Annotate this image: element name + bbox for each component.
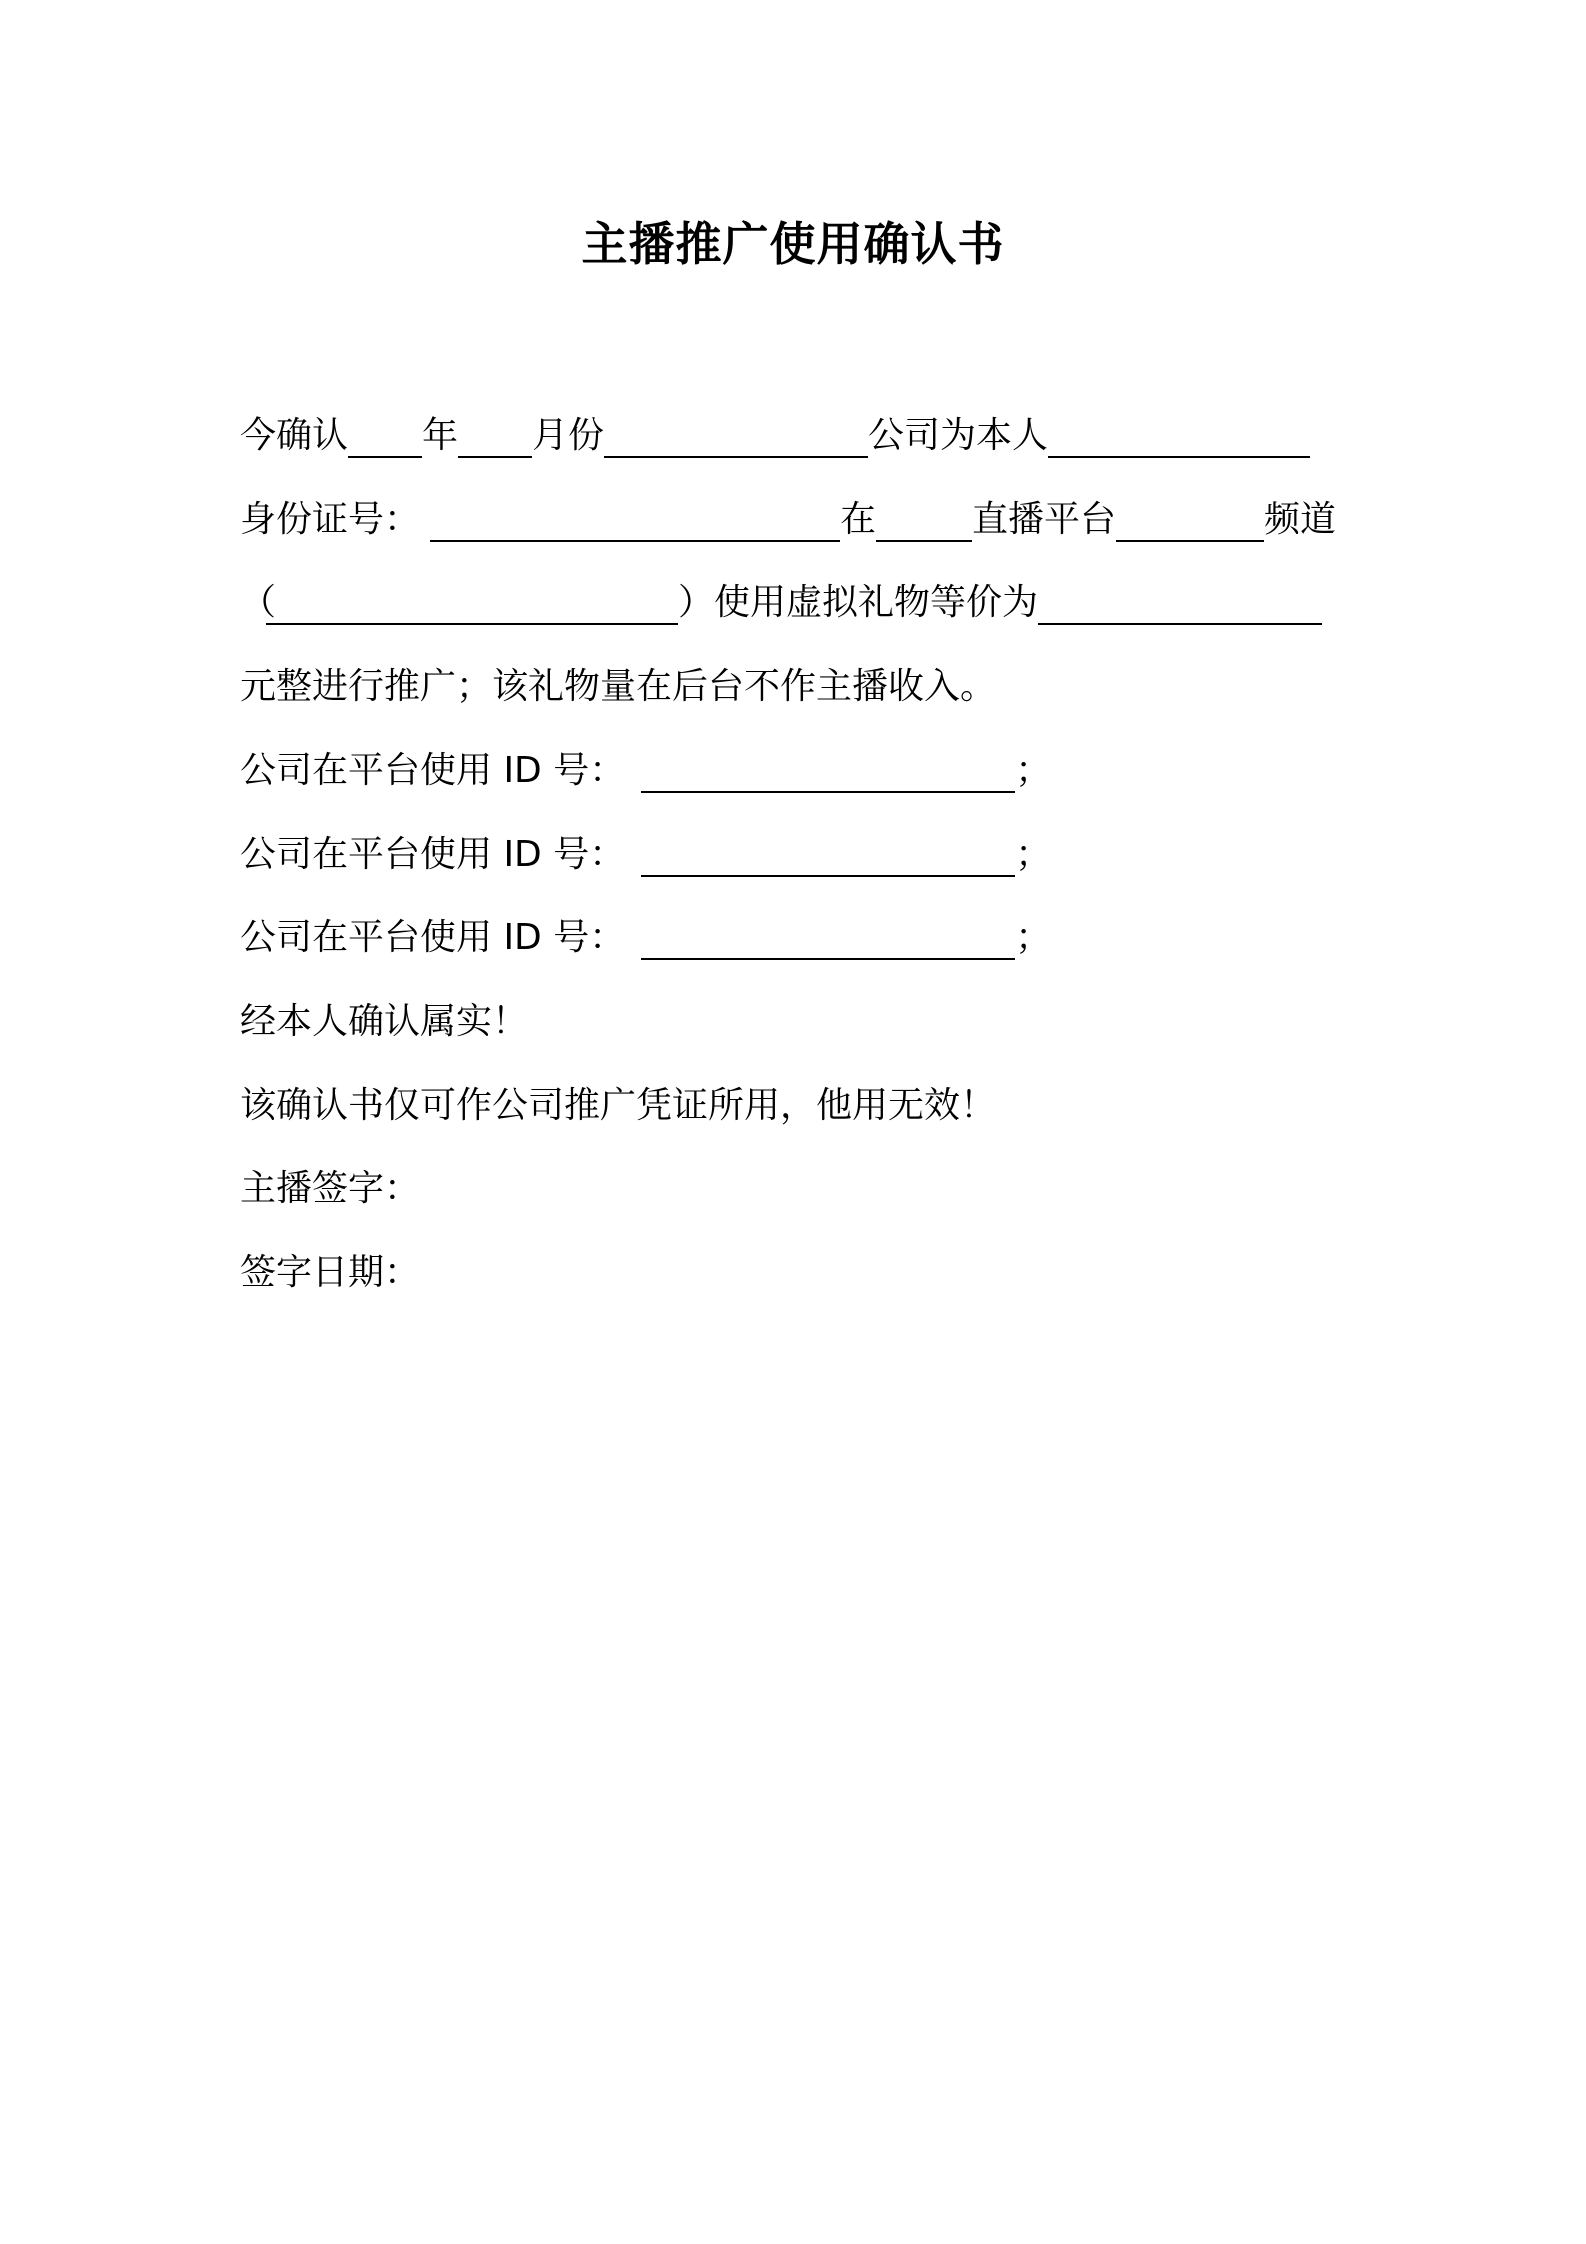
channel-blank[interactable]	[1116, 494, 1264, 542]
platform-blank[interactable]	[876, 494, 972, 542]
platform-id-blank[interactable]	[641, 912, 1015, 960]
promotion-line	[240, 659, 996, 715]
semicolon: ；	[1015, 917, 1052, 958]
signature-date-label: 签字日期：	[240, 1252, 421, 1293]
platform-id-blank[interactable]	[641, 829, 1015, 877]
company-label: 公司为本人	[868, 415, 1049, 456]
signature-line	[240, 1161, 420, 1217]
company-blank[interactable]	[604, 410, 868, 458]
document-title: 主播推广使用确认书	[581, 217, 1005, 271]
id-number-label: 身份证号：	[240, 499, 421, 540]
validity-statement-text: 该确认书仅可作公司推广凭证所用，他用无效！	[240, 1085, 997, 1126]
open-paren: （	[240, 582, 277, 623]
channel-label: 频道	[1264, 499, 1337, 540]
gift-text: ）使用虚拟礼物等价为	[678, 582, 1039, 623]
validity-statement	[240, 1078, 996, 1134]
confirm-text: 今确认	[240, 415, 349, 456]
platform-id-label: 公司在平台使用 ID 号：	[240, 917, 626, 958]
platform-id-label: 公司在平台使用 ID 号：	[240, 834, 626, 875]
semicolon: ；	[1015, 750, 1052, 791]
id-number-line	[240, 492, 1336, 548]
signature-date-line	[240, 1245, 420, 1301]
signature-label: 主播签字：	[240, 1168, 421, 1209]
promotion-text: 元整进行推广；该礼物量在后台不作主播收入。	[240, 666, 997, 707]
confirm-statement-text: 经本人确认属实！	[240, 1001, 529, 1042]
confirm-line	[240, 408, 1310, 464]
id-number-blank[interactable]	[430, 494, 840, 542]
month-blank[interactable]	[458, 410, 532, 458]
platform-id-label: 公司在平台使用 ID 号：	[240, 750, 626, 791]
platform-label: 直播平台	[972, 499, 1117, 540]
gift-detail-blank[interactable]	[266, 577, 678, 625]
gift-line	[240, 575, 1322, 631]
semicolon: ；	[1015, 834, 1052, 875]
year-label: 年	[422, 415, 459, 456]
amount-blank[interactable]	[1038, 577, 1322, 625]
platform-id-line-2	[240, 827, 1051, 883]
platform-id-line-3	[240, 910, 1051, 966]
month-label: 月份	[532, 415, 605, 456]
platform-id-blank[interactable]	[641, 745, 1015, 793]
streamer-name-blank[interactable]	[1048, 410, 1310, 458]
at-label: 在	[840, 499, 877, 540]
confirm-statement	[240, 994, 528, 1050]
year-blank[interactable]	[348, 410, 422, 458]
platform-id-line-1	[240, 743, 1051, 799]
